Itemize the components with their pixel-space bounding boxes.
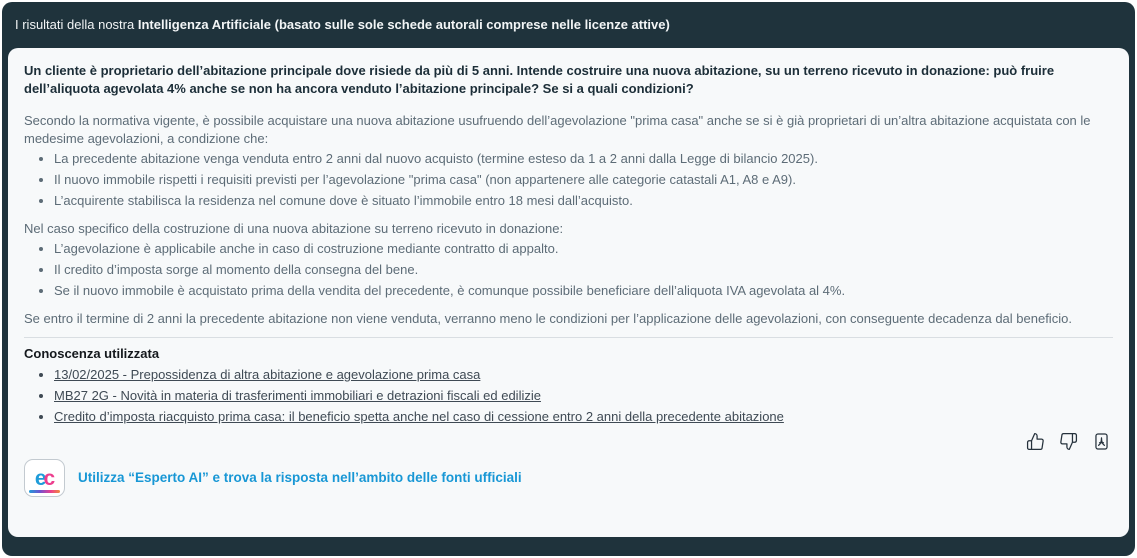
export-pdf-button[interactable]	[1091, 431, 1111, 451]
conditions-list	[24, 150, 1113, 210]
knowledge-heading: Conoscenza utilizzata	[24, 346, 160, 361]
thumbs-up-icon	[1026, 432, 1045, 451]
thumbs-down-icon	[1059, 432, 1078, 451]
thumbs-up-button[interactable]	[1025, 431, 1045, 451]
ai-results-panel	[2, 2, 1135, 556]
esperto-ai-cta-row	[24, 459, 1113, 497]
answer-card	[8, 48, 1129, 537]
divider	[24, 337, 1113, 338]
knowledge-link[interactable]: Credito d’imposta riacquisto prima casa: il beneficio spetta anche nel caso di cessione entro 2 anni della precedente abitazione	[54, 409, 784, 424]
panel-header	[2, 2, 1135, 48]
logo-letter-c: c	[43, 466, 55, 490]
list-item: • Il nuovo immobile rispetti i requisiti previsti per l’agevolazione "prima casa" (non appartenere alle categorie catastali A1, A8 e A9).	[54, 171, 1113, 189]
ai-answer	[24, 112, 1113, 328]
knowledge-links	[24, 366, 1113, 426]
list-item	[54, 408, 1113, 426]
knowledge-link[interactable]: MB27 2G - Novità in materia di trasferimenti immobiliari e detrazioni fiscali ed edilizie	[54, 388, 541, 403]
list-item: • Se il nuovo immobile è acquistato prima della vendita del precedente, è comunque possibile beneficiare dell’aliquota IVA agevolata al 4%.	[54, 282, 1113, 300]
user-question: Un cliente è proprietario dell’abitazione principale dove risiede da più di 5 anni. Intende costruire una nuova abitazione, su un terreno ricevuto in donazione: può fruire dell’aliquota agevolata 4% anche se non ha ancora venduto l’abitazione principale? Se si a quali condizioni?	[24, 63, 1055, 96]
knowledge-link[interactable]: 13/02/2025 - Prepossidenza di altra abitazione e agevolazione prima casa	[54, 367, 481, 382]
feedback-actions	[24, 429, 1111, 453]
list-item: • Il credito d’imposta sorge al momento della consegna del bene.	[54, 261, 1113, 279]
logo-letter-e: e	[34, 466, 46, 490]
list-item: • L’acquirente stabilisca la residenza nel comune dove è situato l’immobile entro 18 mesi dall’acquisto.	[54, 192, 1113, 210]
thumbs-down-button[interactable]	[1058, 431, 1078, 451]
header-text-bold: Intelligenza Artificiale (basato sulle sole schede autorali comprese nelle licenze attive)	[137, 17, 670, 32]
esperto-ai-cta-link[interactable]: Utilizza “Esperto AI” e trova la risposta nell’ambito delle fonti ufficiali	[78, 470, 522, 485]
list-item: • L’agevolazione è applicabile anche in caso di costruzione mediante contratto di appalto.	[54, 240, 1113, 258]
pdf-icon	[1092, 432, 1111, 451]
list-item: • La precedente abitazione venga venduta entro 2 anni dal nuovo acquisto (termine esteso da 1 a 2 anni dalla Legge di bilancio 2025).	[54, 150, 1113, 168]
answer-case-intro: Nel caso specifico della costruzione di una nuova abitazione su terreno ricevuto in donazione:	[24, 221, 564, 236]
knowledge-section	[24, 345, 1113, 426]
ec-logo[interactable]	[24, 459, 65, 497]
answer-intro: Secondo la normativa vigente, è possibile acquistare una nuova abitazione usufruendo dell’agevolazione "prima casa" anche se si è già proprietari di un’altra abitazione acquistata con le medesime agevolazioni, a condizione che:	[24, 113, 1091, 146]
answer-conclusion: Se entro il termine di 2 anni la precedente abitazione non viene venduta, verranno meno le condizioni per l’applicazione delle agevolazioni, con conseguente decadenza dal beneficio.	[24, 311, 1072, 326]
case-points-list	[24, 240, 1113, 300]
header-text: I risultati della nostra	[15, 17, 138, 32]
list-item	[54, 366, 1113, 384]
list-item	[54, 387, 1113, 405]
logo-gradient-bar	[29, 490, 60, 493]
